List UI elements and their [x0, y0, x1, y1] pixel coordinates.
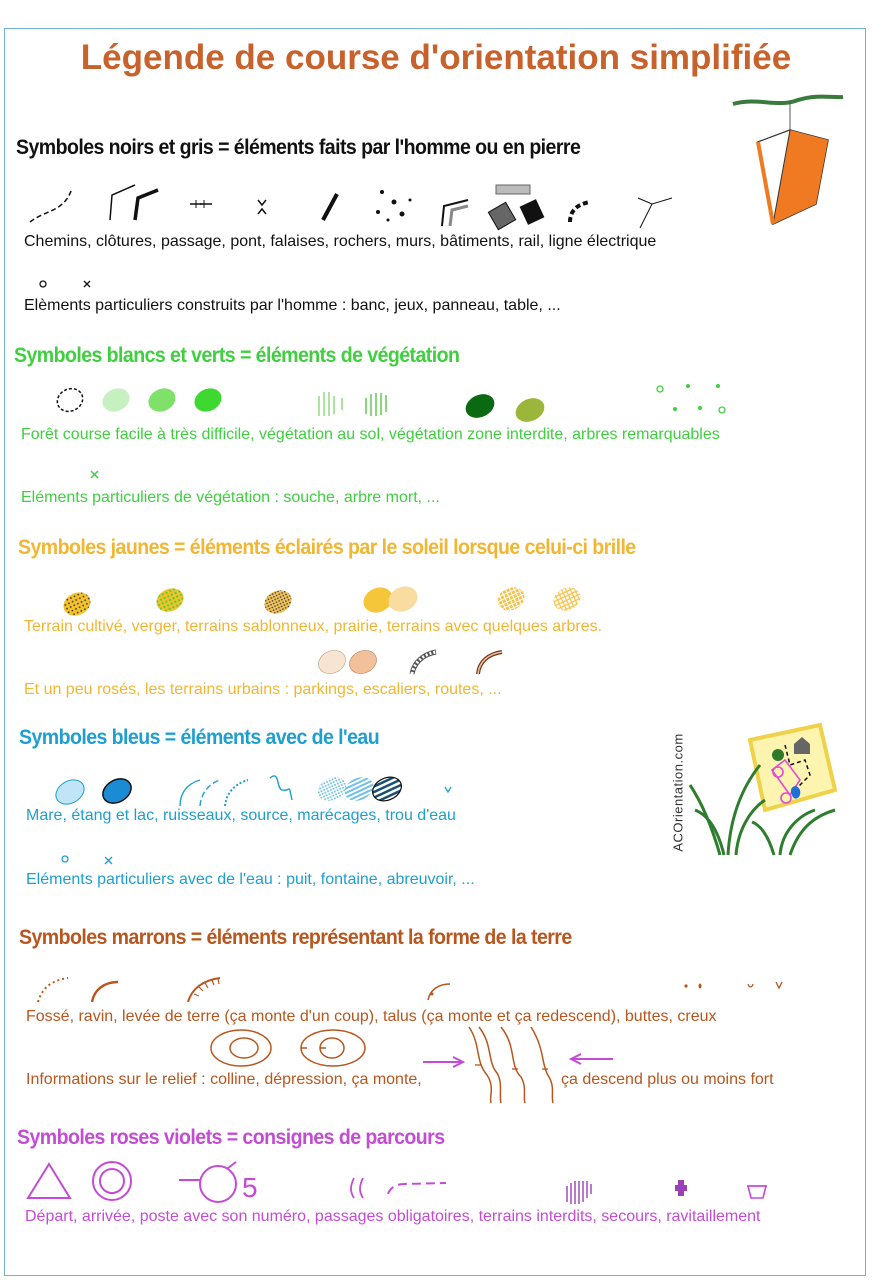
blue-text-1: Mare, étang et lac, ruisseaux, source, marécages, trou d'eau — [26, 807, 456, 824]
page-title: Légende de course d'orientation simplifiée — [80, 38, 792, 77]
green-symbols — [40, 378, 740, 423]
yellow-heading: Symboles jaunes = éléments éclairés par le soleil lorsque celui-ci brille — [18, 536, 636, 559]
brown-symbols — [30, 972, 800, 1008]
green-text-2: Eléments particuliers de végétation : souche, arbre mort, ... — [21, 489, 440, 506]
control-number: 5 — [242, 1172, 258, 1203]
blue-particular-symbols — [58, 852, 128, 872]
relief-symbols — [205, 1025, 625, 1105]
course-symbols — [24, 1158, 784, 1208]
blue-symbols — [50, 770, 470, 810]
black-text-2: Elèments particuliers construits par l'homme : banc, jeux, panneau, table, ... — [24, 297, 561, 314]
blue-heading: Symboles bleus = éléments avec de l'eau — [19, 726, 380, 749]
yellow-text-2: Et un peu rosés, les terrains urbains : parkings, escaliers, routes, ... — [24, 681, 502, 698]
black-heading: Symboles noirs et gris = éléments faits par l'homme ou en pierre — [16, 136, 581, 159]
brown-text-2a: Informations sur le relief : colline, dépression, ça monte, — [26, 1071, 422, 1088]
black-text-1: Chemins, clôtures, passage, pont, falaises, rochers, murs, bâtiments, rail, ligne électrique — [24, 233, 657, 250]
black-particular-symbols — [36, 276, 106, 296]
black-symbols — [20, 180, 700, 230]
green-particular-symbols — [88, 468, 108, 484]
green-text-1: Forêt course facile à très difficile, végétation au sol, végétation zone interdite, arbres remarquables — [21, 426, 720, 443]
yellow-urban-symbols — [314, 646, 514, 680]
yellow-text-1: Terrain cultivé, verger, terrains sablonneux, prairie, terrains avec quelques arbres. — [24, 618, 603, 635]
brand-vertical-text: ACOrientation.com — [670, 733, 686, 852]
yellow-symbols — [56, 582, 596, 622]
blue-text-2: Eléments particuliers avec de l'eau : puit, fontaine, abreuvoir, ... — [26, 871, 475, 888]
orienteering-flag-icon — [728, 92, 848, 232]
map-in-grass-icon — [690, 720, 850, 860]
brown-text-1: Fossé, ravin, levée de terre (ça monte d'un coup), talus (ça monte et ça redescend), buttes, creux — [26, 1008, 717, 1025]
green-heading: Symboles blancs et verts = éléments de végétation — [14, 344, 460, 367]
brown-heading: Symboles marrons = éléments représentant la forme de la terre — [19, 926, 572, 949]
violet-heading: Symboles roses violets = consignes de parcours — [17, 1126, 445, 1149]
violet-text-1: Départ, arrivée, poste avec son numéro, passages obligatoires, terrains interdits, secours, ravitaillement — [25, 1208, 761, 1225]
brown-text-2b: ça descend plus ou moins fort — [561, 1071, 774, 1088]
